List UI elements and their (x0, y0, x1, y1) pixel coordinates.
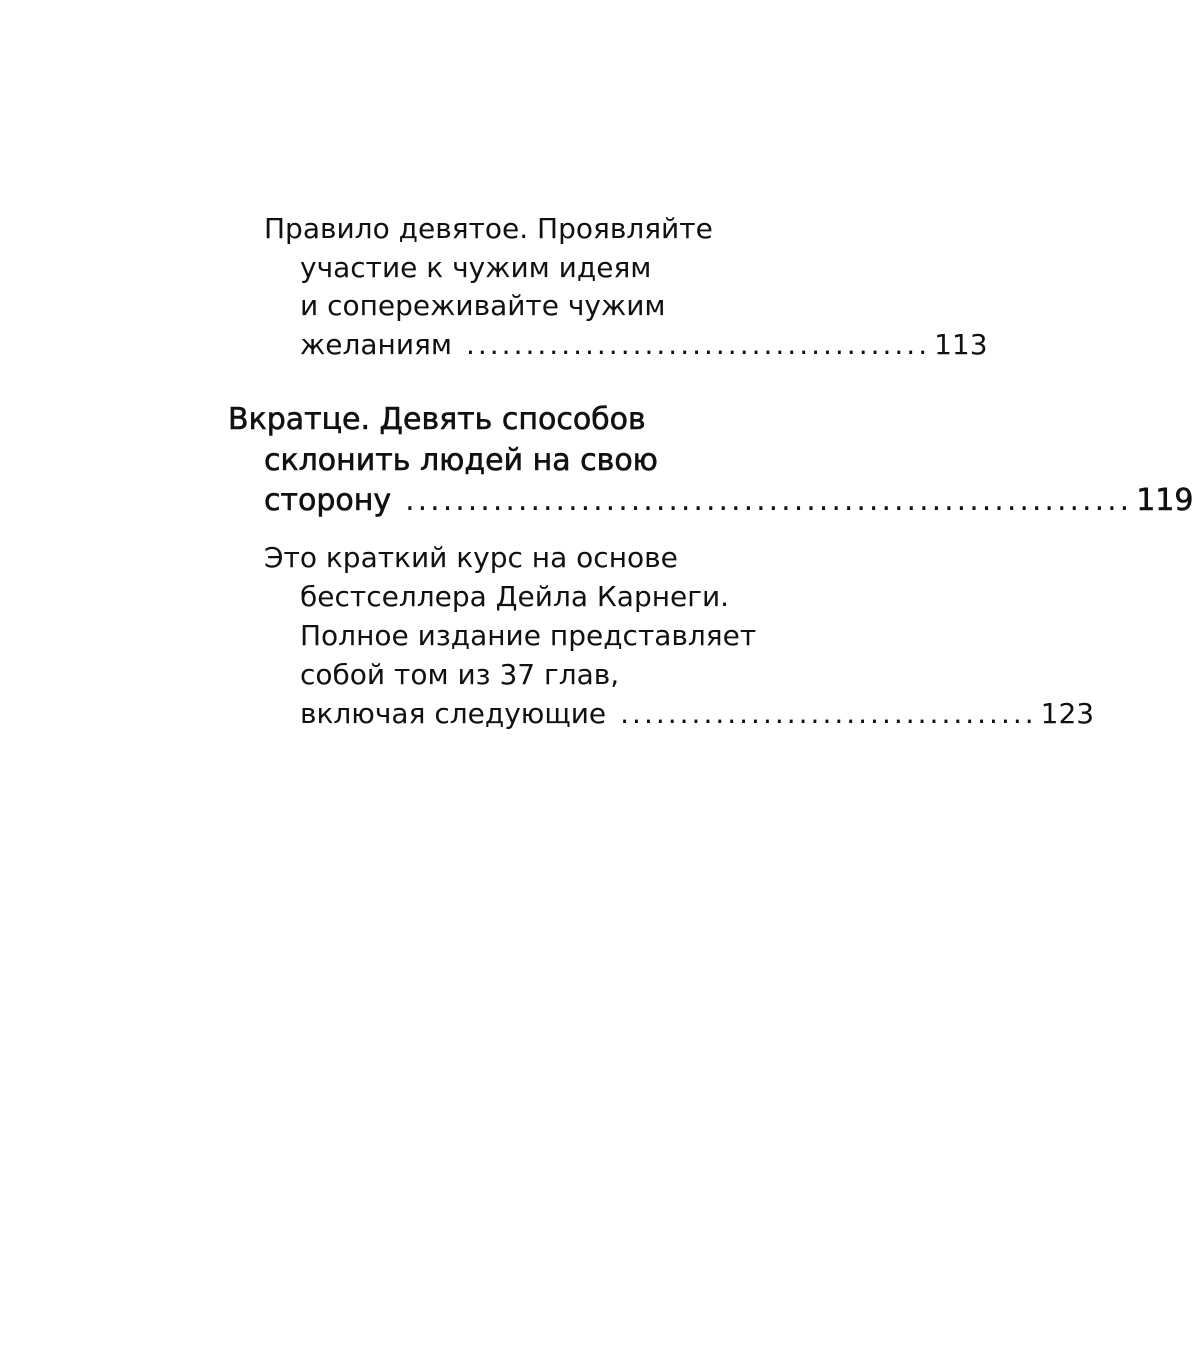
toc-entry-line: склонить людей на свою (264, 442, 658, 478)
toc-entry-summary[interactable] (228, 400, 1193, 522)
toc-entry-rule-nine[interactable] (264, 210, 988, 364)
toc-entry-line: Правило девятое. Проявляйте (264, 212, 713, 245)
dot-leader: .......................................................... (405, 483, 1133, 518)
toc-entry-line: Вкратце. Девять способов (228, 402, 646, 437)
toc-entry-line: включая следующие (300, 697, 607, 730)
toc-entry-line: сторону (264, 483, 392, 518)
toc-entry-line: желаниям (300, 327, 452, 361)
toc-entry-line: собой том из 37 глав, (300, 658, 620, 691)
page-number[interactable]: 119 (1136, 483, 1193, 518)
toc-entry-full-edition-note[interactable] (264, 538, 1095, 733)
toc-entry-last-line (264, 481, 1193, 522)
page-number[interactable]: 123 (1040, 697, 1095, 730)
page-number[interactable]: 113 (934, 327, 988, 361)
toc-entry-line: бестселлера Дейла Карнеги. (300, 580, 730, 613)
dot-leader: ....................................... (465, 327, 931, 361)
dot-leader: ................................... (620, 697, 1037, 730)
toc-entry-line: Полное издание представляет (300, 619, 757, 652)
toc-entry-line: и сопереживайте чужим (300, 289, 666, 322)
toc-entry-last-line (300, 694, 1095, 733)
toc-entry-line: участие к чужим идеям (300, 250, 652, 284)
toc-entry-last-line (300, 326, 988, 365)
toc-entry-line: Это краткий курс на основе (264, 541, 678, 574)
